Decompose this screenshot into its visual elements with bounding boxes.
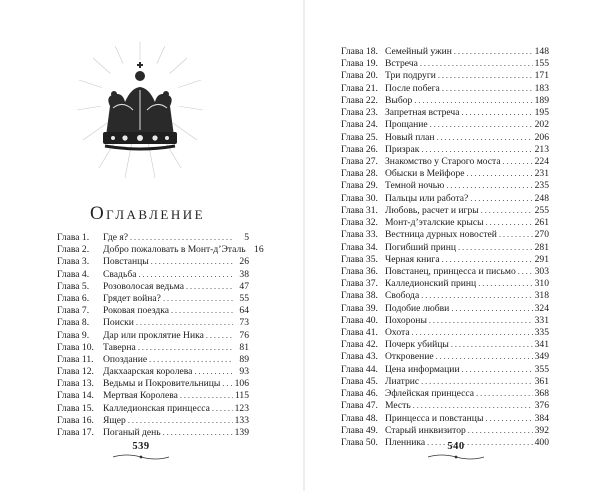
chapter-title: Грядет война?	[103, 292, 161, 304]
chapter-page: 361	[534, 375, 549, 387]
chapter-page: 291	[534, 253, 549, 265]
chapter-title: Опоздание	[103, 353, 148, 365]
chapter-number: Глава 42.	[341, 339, 378, 351]
chapter-page: 206	[534, 131, 549, 143]
toc-entry	[341, 242, 549, 254]
dot-leader	[486, 217, 533, 229]
chapter-title: Мертвая Королева	[103, 390, 178, 402]
chapter-page: 47	[239, 280, 249, 292]
chapter-number: Глава 24.	[341, 119, 378, 131]
chapter-title: Похороны	[385, 314, 427, 326]
dot-leader	[421, 376, 532, 388]
chapter-page: 55	[239, 292, 249, 304]
crown-icon	[75, 40, 205, 180]
toc-entry	[341, 46, 549, 58]
toc-entry	[341, 315, 549, 327]
chapter-number: Глава 46.	[341, 388, 378, 400]
toc-list-left	[57, 232, 264, 439]
chapter-page: 93	[239, 366, 249, 378]
chapter-title: Эфлейская принцесса	[385, 388, 475, 400]
chapter-page: 76	[239, 329, 249, 341]
toc-entry	[341, 351, 549, 363]
chapter-number: Глава 6.	[57, 292, 90, 304]
chapter-page: 139	[234, 427, 249, 438]
chapter-number: Глава 45.	[341, 375, 378, 387]
chapter-number: Глава 20.	[341, 70, 378, 82]
chapter-title: Темной ночью	[385, 180, 445, 192]
chapter-page: 248	[534, 192, 549, 204]
chapter-number: Глава 7.	[57, 305, 90, 317]
chapter-number: Глава 4.	[57, 268, 90, 280]
chapter-number: Глава 3.	[57, 256, 90, 268]
toc-heading: Оглавление	[89, 203, 206, 224]
chapter-page: 355	[534, 363, 549, 375]
chapter-title: Выбор	[385, 94, 413, 106]
toc-entry	[57, 232, 249, 244]
toc-entry	[341, 193, 549, 205]
chapter-number: Глава 8.	[57, 317, 90, 329]
toc-entry	[341, 364, 549, 376]
chapter-number: Глава 40.	[341, 314, 378, 326]
page-number: 539	[132, 441, 150, 452]
chapter-page: 224	[534, 155, 549, 167]
toc-entry	[341, 339, 549, 351]
toc-entry	[341, 156, 549, 168]
chapter-page: 171	[534, 70, 549, 82]
chapter-page: 155	[534, 58, 549, 70]
dot-leader	[149, 354, 233, 366]
chapter-page: 400	[534, 437, 549, 448]
chapter-page: 38	[239, 268, 249, 280]
dot-leader	[163, 293, 233, 305]
chapter-title: Пальцы или работа?	[385, 192, 469, 204]
chapter-page: 281	[534, 241, 549, 253]
chapter-number: Глава 37.	[341, 278, 378, 290]
toc-entry	[341, 425, 549, 437]
toc-entry	[341, 107, 549, 119]
chapter-number: Глава 2.	[57, 244, 90, 256]
dot-leader	[518, 266, 533, 278]
toc-entry	[57, 390, 249, 402]
dot-leader	[430, 119, 533, 131]
chapter-title: Вестница дурных новостей	[385, 229, 497, 241]
chapter-number: Глава 16.	[57, 414, 94, 426]
dot-leader	[128, 415, 233, 427]
toc-entry	[57, 256, 249, 268]
dot-leader	[421, 144, 532, 156]
toc-entry	[341, 278, 549, 290]
chapter-page: 341	[534, 339, 549, 351]
toc-entry	[341, 168, 549, 180]
chapter-page: 324	[534, 302, 549, 314]
toc-entry	[57, 354, 249, 366]
toc-entry	[57, 415, 249, 427]
chapter-number: Глава 12.	[57, 366, 94, 378]
chapter-title: Дар или проклятие Ника	[103, 329, 204, 341]
dot-leader	[462, 364, 533, 376]
dot-leader	[442, 83, 533, 95]
chapter-number: Глава 39.	[341, 302, 378, 314]
dot-leader	[436, 351, 533, 363]
toc-entry	[341, 70, 549, 82]
toc-entry	[341, 388, 549, 400]
toc-entry	[341, 303, 549, 315]
chapter-title: Подобие любви	[385, 302, 450, 314]
chapter-title: Любовь, расчет и игры	[385, 204, 479, 216]
chapter-title: Повстанцы	[103, 256, 149, 268]
chapter-title: Поганый день	[103, 427, 161, 438]
toc-list-right	[341, 46, 549, 449]
dot-leader	[222, 378, 232, 390]
chapter-number: Глава 18.	[341, 46, 378, 57]
toc-entry	[341, 180, 549, 192]
chapter-number: Глава 32.	[341, 217, 378, 229]
chapter-number: Глава 29.	[341, 180, 378, 192]
dot-leader	[454, 46, 533, 58]
chapter-number: Глава 44.	[341, 363, 378, 375]
chapter-page: 270	[534, 229, 549, 241]
chapter-title: Поиски	[103, 317, 134, 329]
chapter-number: Глава 23.	[341, 107, 378, 119]
dot-leader	[451, 339, 533, 351]
chapter-number: Глава 48.	[341, 412, 378, 424]
toc-entry	[57, 342, 249, 354]
dot-leader	[467, 168, 533, 180]
chapter-page: 318	[534, 290, 549, 302]
chapter-number: Глава 31.	[341, 204, 378, 216]
dot-leader	[458, 242, 533, 254]
chapter-number: Глава 9.	[57, 329, 90, 341]
chapter-title: Погибший принц	[385, 241, 457, 253]
toc-entry	[57, 366, 249, 378]
dot-leader	[412, 327, 533, 339]
chapter-title: Принцесса и повстанцы	[385, 412, 484, 424]
dot-leader	[429, 315, 533, 327]
chapter-title: Повстанец, принцесса и письмо	[385, 265, 516, 277]
chapter-page: 213	[534, 143, 549, 155]
toc-entry	[341, 400, 549, 412]
chapter-title: Калледионская принцесса	[103, 402, 210, 414]
chapter-page: 16	[254, 244, 264, 256]
toc-entry	[341, 229, 549, 241]
chapter-title: Цена информации	[385, 363, 460, 375]
flourish-ornament-icon	[111, 453, 171, 461]
chapter-title: Калледионский принц	[385, 278, 477, 290]
dot-leader	[442, 254, 533, 266]
chapter-title: Ящер	[103, 414, 126, 426]
chapter-number: Глава 26.	[341, 143, 378, 155]
chapter-title: Обыски в Мейфоре	[385, 168, 465, 180]
chapter-number: Глава 34.	[341, 241, 378, 253]
chapter-page: 123	[234, 402, 249, 414]
chapter-page: 106	[234, 378, 249, 390]
chapter-title: Старый инквизитор	[385, 424, 466, 436]
chapter-page: 335	[534, 327, 549, 339]
toc-entry	[57, 244, 264, 256]
chapter-number: Глава 19.	[341, 58, 378, 70]
chapter-page: 133	[234, 414, 249, 426]
dot-leader	[476, 388, 533, 400]
dot-leader	[470, 193, 532, 205]
chapter-page: 376	[534, 400, 549, 412]
chapter-number: Глава 21.	[341, 82, 378, 94]
chapter-number: Глава 1.	[57, 232, 90, 243]
chapter-number: Глава 14.	[57, 390, 94, 402]
chapter-title: Монт-д’эталские крысы	[385, 217, 484, 229]
chapter-page: 349	[534, 351, 549, 363]
chapter-title: Встреча	[385, 58, 418, 70]
dot-leader	[438, 70, 533, 82]
chapter-title: Новый план	[385, 131, 435, 143]
chapter-number: Глава 49.	[341, 424, 378, 436]
chapter-title: Розоволосая ведьма	[103, 280, 184, 292]
toc-entry	[341, 290, 549, 302]
chapter-title: Прощание	[385, 119, 428, 131]
toc-entry	[57, 269, 249, 281]
chapter-title: Запретная встреча	[385, 107, 460, 119]
toc-entry	[57, 317, 249, 329]
chapter-title: После побега	[385, 82, 440, 94]
chapter-title: Дакхаарская королева	[103, 366, 193, 378]
page-number: 540	[447, 441, 465, 452]
toc-entry	[57, 427, 249, 439]
toc-entry	[341, 205, 549, 217]
chapter-page: 231	[534, 168, 549, 180]
chapter-title: Семейный ужин	[385, 46, 452, 57]
dot-leader	[446, 180, 532, 192]
chapter-title: Свобода	[385, 290, 420, 302]
chapter-number: Глава 33.	[341, 229, 378, 241]
chapter-title: Таверна	[103, 341, 136, 353]
chapter-page: 189	[534, 94, 549, 106]
chapter-page: 148	[534, 46, 549, 57]
chapter-page: 384	[534, 412, 549, 424]
chapter-number: Глава 47.	[341, 400, 378, 412]
dot-leader	[171, 305, 233, 317]
dot-leader	[194, 366, 233, 378]
chapter-title: Охота	[385, 327, 410, 339]
dot-leader	[212, 403, 233, 415]
dot-leader	[138, 269, 233, 281]
dot-leader	[499, 229, 533, 241]
flourish-ornament-icon	[426, 453, 486, 461]
chapter-title: Месть	[385, 400, 411, 412]
chapter-title: Призрак	[385, 143, 420, 155]
dot-leader	[136, 317, 233, 329]
chapter-number: Глава 25.	[341, 131, 378, 143]
toc-entry	[57, 378, 249, 390]
page-number-right	[426, 441, 486, 461]
chapter-page: 310	[534, 278, 549, 290]
chapter-page: 81	[239, 341, 249, 353]
toc-entry	[341, 83, 549, 95]
chapter-page: 368	[534, 388, 549, 400]
chapter-number: Глава 43.	[341, 351, 378, 363]
toc-entry	[57, 281, 249, 293]
dot-leader	[180, 390, 233, 402]
chapter-title: Черная книга	[385, 253, 440, 265]
dot-leader	[163, 427, 233, 439]
chapter-page: 115	[234, 390, 249, 402]
chapter-page: 89	[239, 353, 249, 365]
chapter-number: Глава 27.	[341, 155, 378, 167]
chapter-number: Глава 36.	[341, 265, 378, 277]
chapter-title: Почерк убийцы	[385, 339, 449, 351]
dot-leader	[437, 132, 533, 144]
toc-entry	[341, 95, 549, 107]
toc-entry	[341, 413, 549, 425]
chapter-title: Роковая поездка	[103, 305, 170, 317]
chapter-title: Лиатрис	[385, 375, 420, 387]
chapter-title: Пленника	[385, 437, 426, 448]
chapter-page: 64	[239, 305, 249, 317]
page-number-left	[111, 441, 171, 461]
chapter-number: Глава 41.	[341, 327, 378, 339]
chapter-number: Глава 30.	[341, 192, 378, 204]
chapter-number: Глава 28.	[341, 168, 378, 180]
chapter-title: Откровение	[385, 351, 434, 363]
toc-entry	[57, 305, 249, 317]
chapter-number: Глава 5.	[57, 280, 90, 292]
toc-entry	[341, 266, 549, 278]
dot-leader	[503, 156, 533, 168]
dot-leader	[151, 256, 233, 268]
toc-entry	[341, 327, 549, 339]
chapter-number: Глава 15.	[57, 402, 94, 414]
chapter-number: Глава 22.	[341, 94, 378, 106]
toc-entry	[57, 403, 249, 415]
chapter-page: 195	[534, 107, 549, 119]
dot-leader	[468, 425, 533, 437]
dot-leader	[186, 281, 233, 293]
toc-entry	[57, 293, 249, 305]
toc-entry	[57, 330, 249, 342]
chapter-number: Глава 50.	[341, 437, 378, 448]
toc-entry	[341, 144, 549, 156]
chapter-page: 183	[534, 82, 549, 94]
chapter-number: Глава 17.	[57, 427, 94, 438]
dot-leader	[420, 58, 533, 70]
chapter-title: Добро пожаловать в Монт-д’Эталь	[103, 244, 246, 256]
chapter-page: 26	[239, 256, 249, 268]
chapter-page: 5	[244, 232, 249, 243]
dot-leader	[421, 290, 532, 302]
dot-leader	[138, 342, 233, 354]
chapter-title: Знакомство у Старого моста	[385, 155, 501, 167]
dot-leader	[461, 107, 532, 119]
toc-entry	[341, 254, 549, 266]
chapter-page: 202	[534, 119, 549, 131]
toc-entry	[341, 217, 549, 229]
chapter-number: Глава 35.	[341, 253, 378, 265]
dot-leader	[206, 330, 233, 342]
chapter-number: Глава 10.	[57, 341, 94, 353]
chapter-number: Глава 13.	[57, 378, 94, 390]
chapter-title: Ведьмы и Покровительницы	[103, 378, 221, 390]
chapter-title: Три подруги	[385, 70, 436, 82]
chapter-number: Глава 38.	[341, 290, 378, 302]
dot-leader	[414, 95, 532, 107]
chapter-title: Свадьба	[103, 268, 137, 280]
toc-entry	[341, 58, 549, 70]
dot-leader	[130, 232, 233, 244]
dot-leader	[451, 303, 532, 315]
dot-leader	[481, 205, 533, 217]
chapter-page: 331	[534, 314, 549, 326]
chapter-page: 261	[534, 217, 549, 229]
chapter-page: 303	[534, 265, 549, 277]
chapter-number: Глава 11.	[57, 353, 94, 365]
toc-entry	[341, 376, 549, 388]
toc-entry	[341, 132, 549, 144]
chapter-page: 73	[239, 317, 249, 329]
chapter-page: 255	[534, 204, 549, 216]
chapter-title: Где я?	[103, 232, 129, 243]
toc-entry	[341, 119, 549, 131]
dot-leader	[478, 278, 532, 290]
chapter-page: 235	[534, 180, 549, 192]
dot-leader	[413, 400, 533, 412]
dot-leader	[485, 413, 532, 425]
chapter-page: 392	[534, 424, 549, 436]
